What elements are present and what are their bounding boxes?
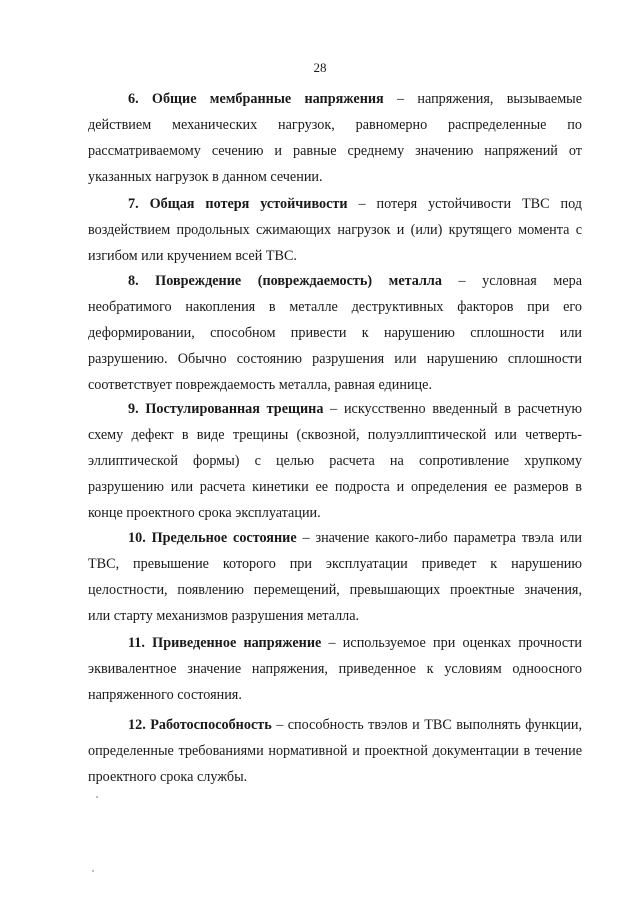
term-7-first-line [88,191,582,217]
term-line: напряженного состояния. [88,687,242,703]
term-12 [88,712,582,790]
term-line: ТВС, превышение которого при эксплуатации приведет к нарушению [88,556,582,572]
term-number: 7. [128,196,139,212]
term-line: соответствует повреждаемость металла, равная единице. [88,377,432,393]
term-6-first-line [88,86,582,112]
term-8 [88,268,582,398]
term-number: 11. [128,635,145,651]
term-line: определенные требованиями нормативной и проектной документации в течение [88,743,582,759]
term-definition-start: – способность твэлов и ТВС выполнять функции, [276,717,583,733]
term-number: 9. [128,401,139,417]
term-title: Общая потеря устойчивости [149,196,348,212]
term-line: рассматриваемому сечению и равные среднему значению напряжений от [88,143,582,159]
term-10 [88,525,582,629]
page-number: 28 [313,60,327,75]
term-number: 12. [128,717,146,733]
term-definition-start: – условная мера [458,273,583,289]
term-line: действием механических нагрузок, равномерно распределенные по [88,117,582,133]
term-line: конце проектного срока эксплуатации. [88,505,321,521]
term-title: Повреждение (повреждаемость) металла [155,273,442,289]
term-line: эллиптической формы) с целью расчета на сопротивление хрупкому [88,453,582,469]
scan-speck [92,870,94,872]
term-definition-start: – напряжения, вызываемые [397,91,583,107]
term-12-first-line [88,712,582,738]
term-9 [88,396,582,526]
term-9-first-line [88,396,582,422]
term-definition-start: – потеря устойчивости ТВС под [358,196,583,212]
scan-speck [96,796,98,798]
term-6 [88,86,582,190]
term-line: необратимого накопления в металле деструктивных факторов при его [88,299,582,315]
term-title: Предельное состояние [151,530,297,546]
term-8-first-line [88,268,582,294]
term-line: проектного срока службы. [88,769,248,785]
term-line: схему дефект в виде трещины (сквозной, полуэллиптической или четверть- [88,427,582,443]
term-line: или старту механизмов разрушения металла. [88,608,360,624]
term-definition-start: – используемое при оценках прочности [328,635,583,651]
term-line: деформировании, способном привести к нарушению сплошности или [88,325,582,341]
term-definition-start: – искусственно введенный в расчетную [330,401,583,417]
term-10-first-line [88,525,582,551]
term-title: Общие мембранные напряжения [151,91,384,107]
term-number: 8. [128,273,139,289]
term-line: воздействием продольных сжимающих нагрузок и (или) крутящего момента с [88,222,582,238]
term-title: Приведенное напряжение [152,635,322,651]
term-number: 6. [128,91,139,107]
term-line: разрушению или расчета кинетики ее подроста и определения ее размеров в [88,479,582,495]
term-number: 10. [128,530,146,546]
term-11 [88,630,582,708]
term-title: Работоспособность [150,717,272,733]
term-line: изгибом или кручением всей ТВС. [88,248,297,264]
term-line: эквивалентное значение напряжения, приведенное к условиям одноосного [88,661,582,677]
term-line: разрушению. Обычно состоянию разрушения или нарушению сплошности [88,351,582,367]
term-definition-start: – значение какого-либо параметра твэла или [302,530,583,546]
term-line: целостности, появлению перемещений, превышающих проектные значения, [88,582,582,598]
term-7 [88,191,582,269]
term-title: Постулированная трещина [145,401,324,417]
term-line: указанных нагрузок в данном сечении. [88,169,323,185]
term-11-first-line [88,630,582,656]
